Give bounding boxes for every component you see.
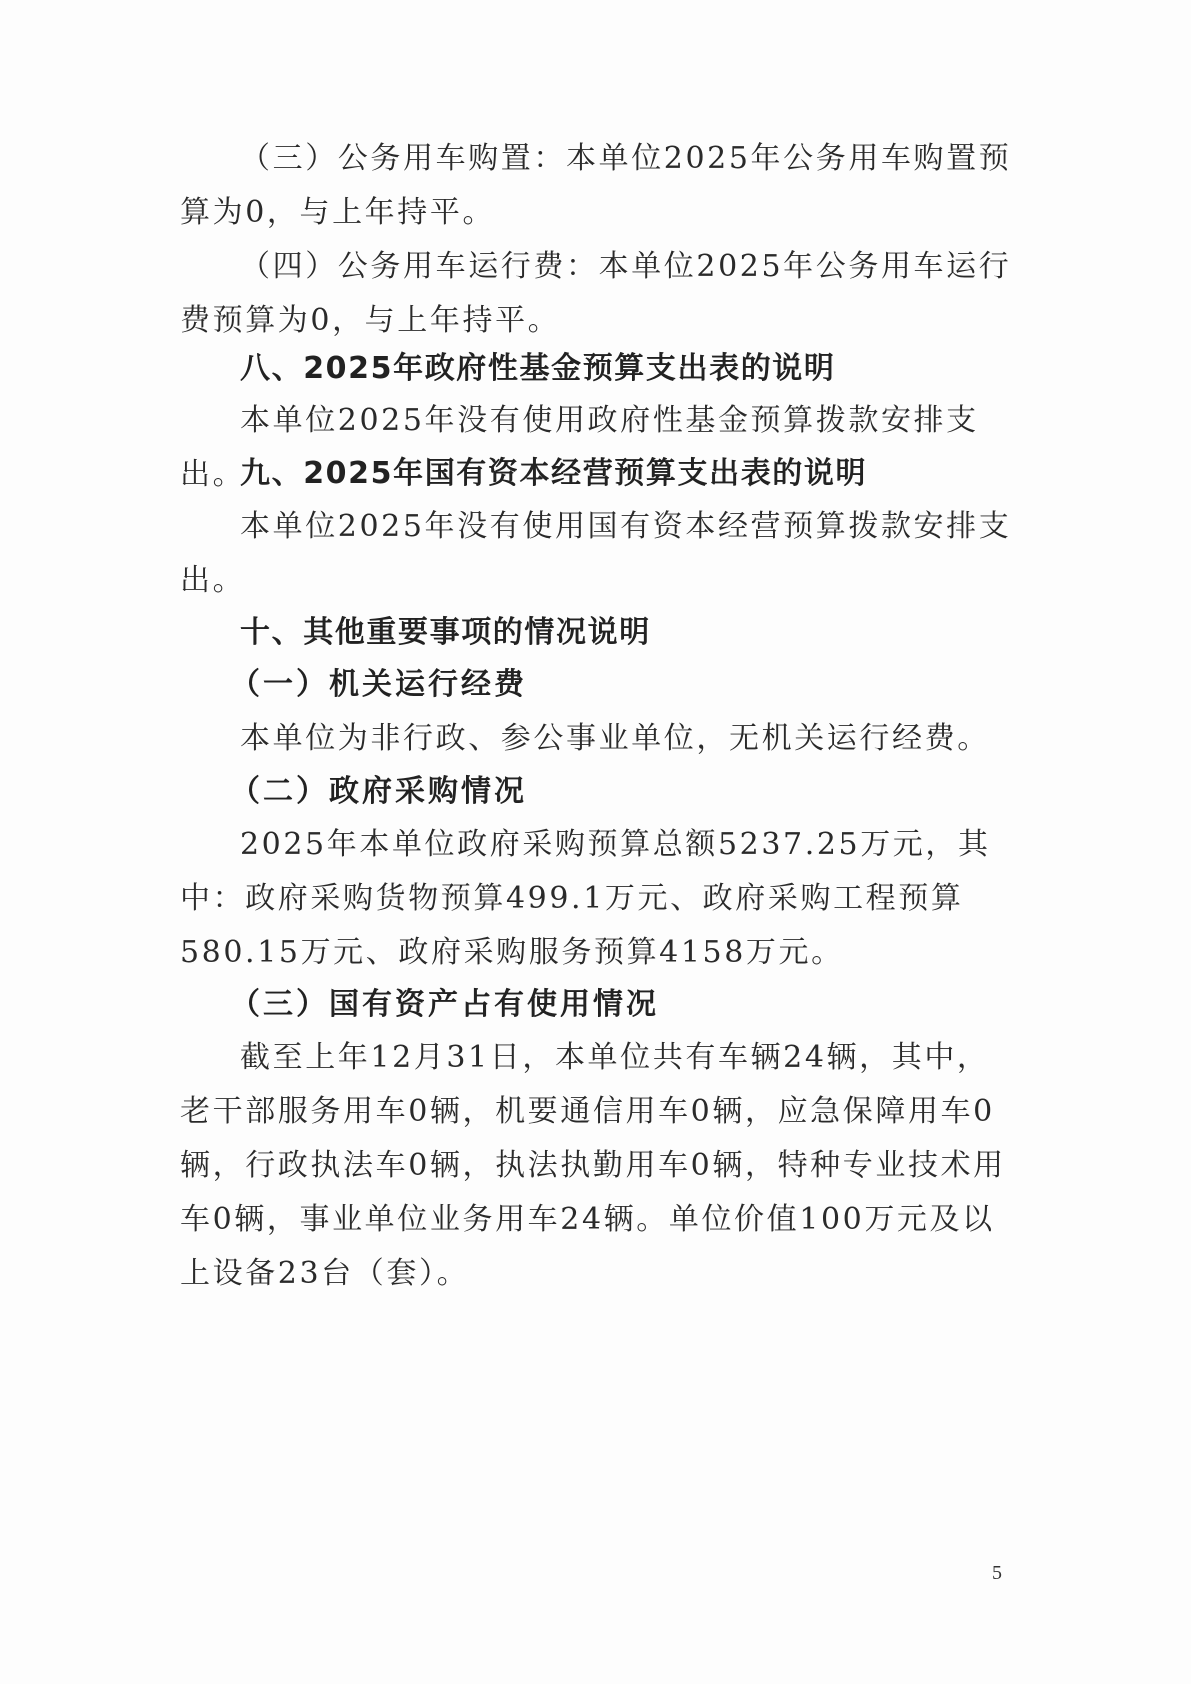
paragraph-fund-budget: 本单位2025年没有使用政府性基金预算拨款安排支出。 <box>180 403 979 492</box>
paragraph-vehicle-operation: （四）公务用车运行费：本单位2025年公务用车运行费预算为0，与上年持平。 <box>180 249 1012 338</box>
paragraph-procurement: 2025年本单位政府采购预算总额5237.25万元，其中：政府采购货物预算499.1万元、政府采购工程预算580.15万元、政府采购服务预算4158万元。 <box>180 827 991 970</box>
page-number: 5 <box>992 1562 1002 1584</box>
subheading-admin-costs: （一）机关运行经费 <box>230 667 527 702</box>
subheading-assets: （三）国有资产占有使用情况 <box>230 987 659 1022</box>
paragraph-vehicle-purchase: （三）公务用车购置：本单位2025年公务用车购置预算为0，与上年持平。 <box>180 141 1012 230</box>
paragraph-state-capital: 本单位2025年没有使用国有资本经营预算拨款安排支出。 <box>180 509 1012 598</box>
heading-section-9: 九、2025年国有资本经营预算支出表的说明 <box>240 456 868 491</box>
heading-section-10: 十、其他重要事项的情况说明 <box>240 615 651 650</box>
paragraph-assets: 截至上年12月31日，本单位共有车辆24辆，其中，老干部服务用车0辆，机要通信用车0辆，应急保障用车0辆，行政执法车0辆，执法执勤用车0辆，特种专业技术用车0辆，事业单位业务用车24辆。单位价值100万元及以上设备23台（套）。 <box>180 1040 1006 1291</box>
heading-section-8: 八、2025年政府性基金预算支出表的说明 <box>240 351 836 386</box>
subheading-procurement: （二）政府采购情况 <box>230 774 527 809</box>
paragraph-admin-costs: 本单位为非行政、参公事业单位，无机关运行经费。 <box>240 721 990 756</box>
